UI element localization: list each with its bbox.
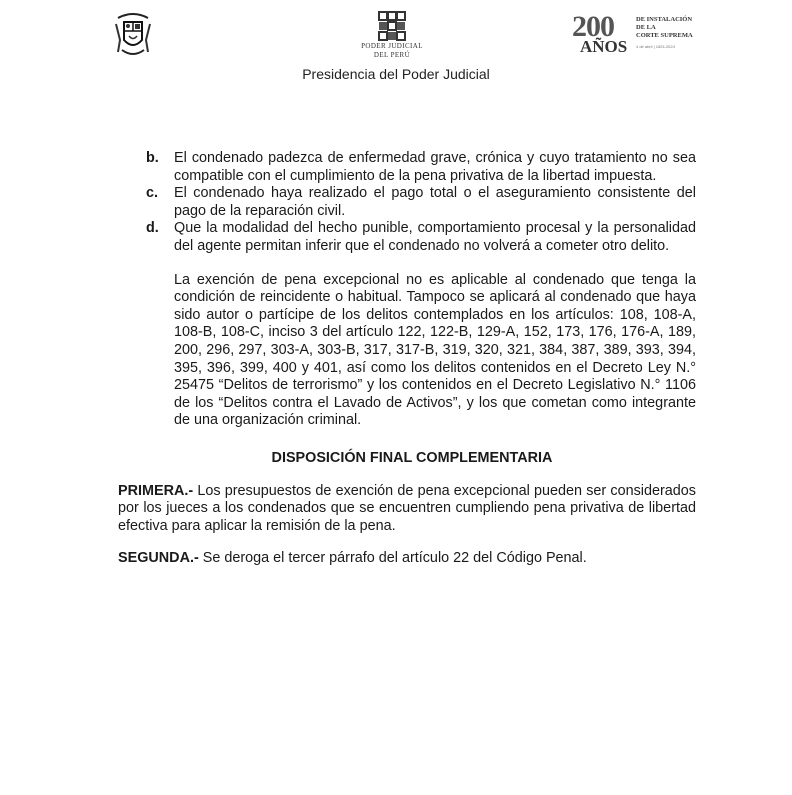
anniv-text-line1: DE INSTALACIÓN — [636, 16, 693, 23]
peru-coat-of-arms-icon — [112, 10, 154, 60]
list-item — [118, 220, 696, 255]
list-item — [118, 150, 696, 185]
section-title: DISPOSICIÓN FINAL COMPLEMENTARIA — [271, 449, 553, 466]
item-letter: b. — [146, 150, 159, 166]
bicentennial-logo — [572, 12, 702, 60]
anniv-dates: 4 de abril | 1824-2024 — [636, 44, 675, 49]
provision-label: SEGUNDA.- — [118, 550, 199, 567]
poder-judicial-logo — [354, 10, 430, 70]
pj-logo-line1: PODER JUDICIAL — [361, 42, 423, 50]
anniv-text-line3: CORTE SUPREMA — [636, 32, 693, 39]
presidency-title: Presidencia del Poder Judicial — [302, 66, 490, 82]
provision-text: Se deroga el tercer párrafo del artículo 22 del Código Penal. — [198, 550, 587, 567]
provision-segunda — [118, 550, 696, 568]
provision-label: PRIMERA.- — [118, 482, 194, 499]
page-header — [0, 0, 792, 90]
item-text: El condenado haya realizado el pago total o el aseguramiento consistente del pago de la reparación civil. — [174, 185, 696, 219]
provision-text: Los presupuestos de exención de pena excepcional pueden ser considerados por los jueces a los condenados que se encuentren cumpliendo pena privativa de libertad efectiva para aplicar la remisión de la pena. — [118, 482, 696, 534]
anniv-number: 200 — [572, 10, 614, 43]
item-text: Que la modalidad del hecho punible, comportamiento procesal y la personalidad del agente permitan inferir que el condenado no volverá a cometer otro delito. — [174, 220, 696, 254]
anniv-word: AÑOS — [580, 37, 628, 56]
item-letter: d. — [146, 220, 159, 237]
provision-primera — [118, 483, 696, 536]
pj-logo-line2: DEL PERÚ — [373, 51, 411, 59]
poder-judicial-emblem-icon — [377, 10, 407, 42]
anniv-text-line2: DE LA — [636, 24, 656, 31]
list-item — [118, 185, 696, 220]
item-letter: c. — [146, 185, 159, 202]
document-body — [118, 150, 696, 582]
item-text: El condenado padezca de enfermedad grave, crónica y cuyo tratamiento no sea compatible con el cumplimiento de la pena privativa de la libertad impuesta. — [174, 150, 696, 184]
exception-paragraph: La exención de pena excepcional no es aplicable al condenado que tenga la condición de reincidente o habitual. Tampoco se aplicará al condenado que haya sido autor o partícipe de los delitos contemplados en los artículos: 108, 108-A, 108-B, 108-C, inciso 3 del artículo 122, 122-B, 129-A, 152, 173, 176, 176-A, 189, 200, 296, 297, 303-A, 303-B, 317, 317-B, 319, 320, 321, 384, 387, 389, 393, 394, 395, 396, 399, 400 y 401, así como los delitos contenidos en el Decreto Ley N.° 25475 “Delitos de terrorismo” y los contenidos en el Decreto Legislativo N.° 1106 de los “Delitos contra el Lavado de Activos”, y los que cometan como integrante de una organización criminal. — [174, 271, 696, 429]
anniv-text — [636, 16, 693, 40]
